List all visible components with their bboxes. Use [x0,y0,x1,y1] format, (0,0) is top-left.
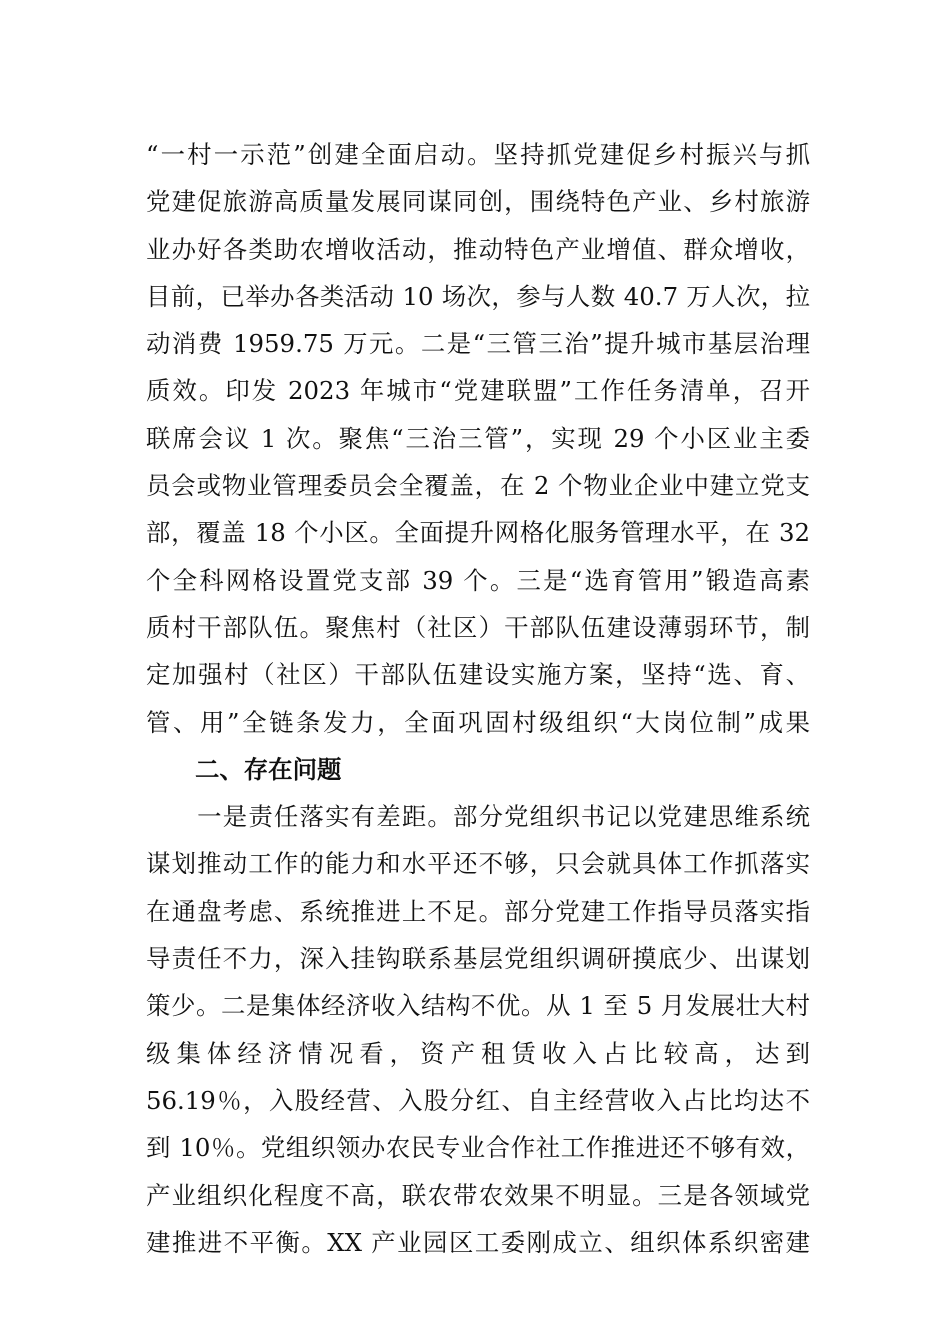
text-line: 员会或物业管理委员会全覆盖，在 2 个物业企业中建立党支 [146,471,810,501]
text-line: “一村一示范”创建全面启动。坚持抓党建促乡村振兴与抓 [146,140,810,169]
text-line: 质村干部队伍。聚焦村（社区）干部队伍建设薄弱环节，制 [146,612,810,642]
text-line: 56.19％，入股经营、入股分红、自主经营收入占比均达不 [146,1085,810,1115]
text-line: 部，覆盖 18 个小区。全面提升网格化服务管理水平，在 32 [146,518,810,548]
text-line: 产业组织化程度不高，联农带农效果不明显。三是各领域党 [146,1180,810,1210]
text-line: 业办好各类助农增收活动，推动特色产业增值、群众增收， [146,234,810,264]
paragraph-achievements [146,131,810,746]
text-line: 导责任不力，深入挂钩联系基层党组织调研摸底少、出谋划 [146,944,810,974]
text-line: 联席会议 1 次。聚焦“三治三管”，实现 29 个小区业主委 [146,423,810,453]
text-line: 定加强村（社区）干部队伍建设实施方案，坚持“选、育、 [146,660,810,690]
text-line: 谋划推动工作的能力和水平还不够，只会就具体工作抓落实 [146,849,810,879]
text-line: 个全科网格设置党支部 39 个。三是“选育管用”锻造高素 [146,565,810,595]
text-line: 党建促旅游高质量发展同谋同创，围绕特色产业、乡村旅游 [146,187,810,217]
text-line: 目前，已举办各类活动 10 场次，参与人数 40.7 万人次，拉 [146,281,810,311]
text-line: 策少。二是集体经济收入结构不优。从 1 至 5 月发展壮大村 [146,991,810,1021]
text-line: 管、用”全链条发力，全面巩固村级组织“大岗位制”成果 [146,707,810,737]
text-line: 质效。印发 2023 年城市“党建联盟”工作任务清单，召开 [146,376,810,406]
text-line: 动消费 1959.75 万元。二是“三管三治”提升城市基层治理 [146,329,810,359]
text-line: 到 10％。党组织领办农民专业合作社工作推进还不够有效， [146,1133,810,1163]
text-line: 在通盘考虑、系统推进上不足。部分党建工作指导员落实指 [146,896,810,926]
paragraph-problems [146,793,810,1266]
text-line: 一是责任落实有差距。部分党组织书记以党建思维系统 [146,802,810,832]
text-line: 级集体经济情况看，资产租赁收入占比较高，达到 [146,1038,810,1068]
section-heading: 二、存在问题 [195,754,342,784]
document-body [146,131,810,1266]
text-line: 建推进不平衡。XX 产业园区工委刚成立、组织体系织密建 [146,1227,810,1257]
